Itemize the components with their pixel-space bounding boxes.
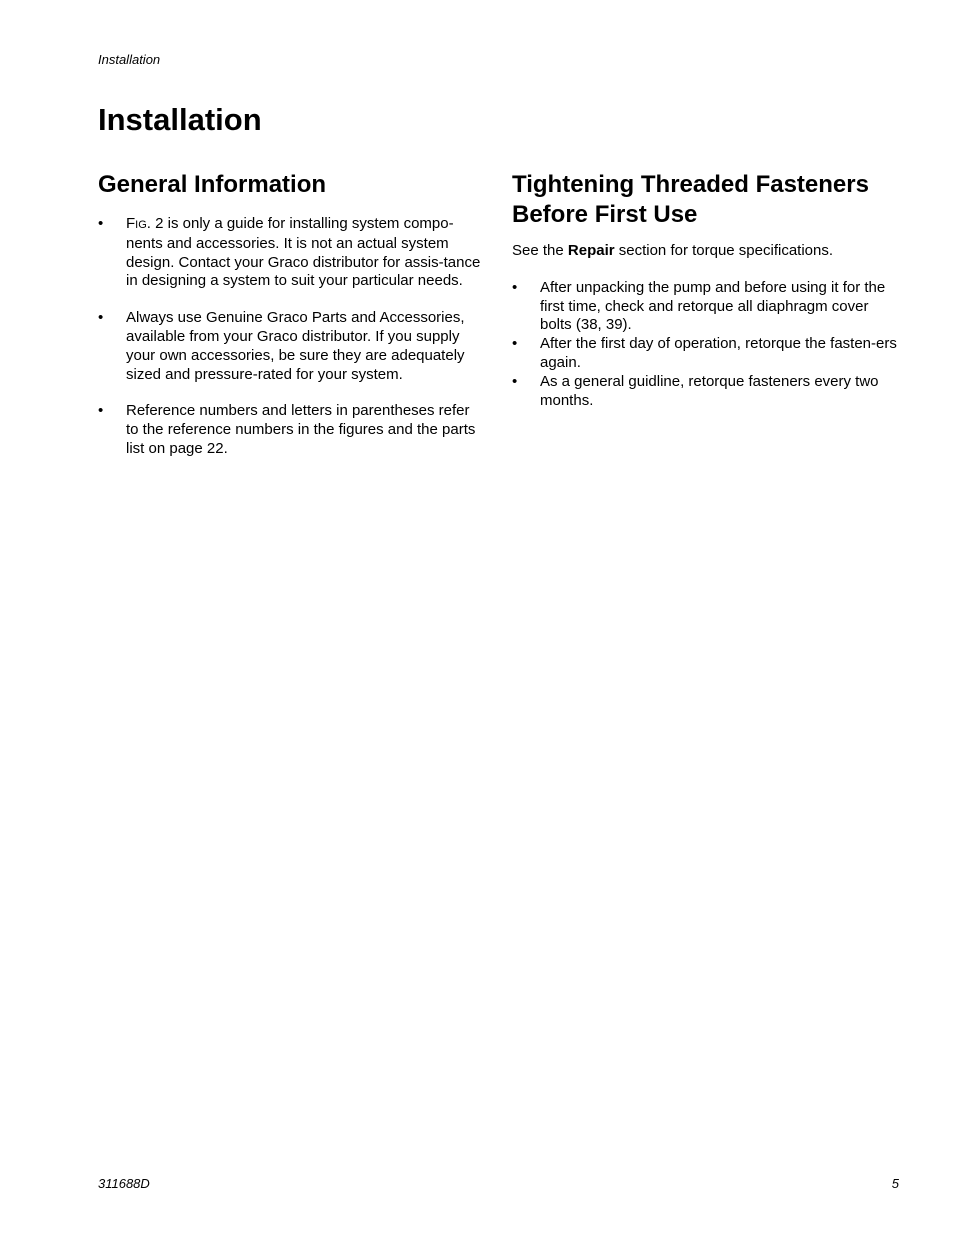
general-information-list	[98, 215, 484, 459]
list-item	[98, 309, 484, 384]
figure-reference-initial: F	[126, 215, 136, 232]
torque-intro-after: section for torque specifications.	[614, 242, 834, 259]
running-header: Installation	[98, 52, 161, 67]
list-item-text: As a general guidline, retorque fasteners every two months.	[540, 372, 879, 409]
general-information-heading: General Information	[98, 171, 327, 198]
general-information-section	[98, 170, 484, 477]
page-title: Installation	[98, 102, 262, 137]
list-item-text: Always use Genuine Graco Parts and Accessories, available from your Graco distributor. If you supply your own accessories, be sure they are adequately sized and pressure-rated for your system.	[126, 309, 465, 383]
bullet-icon: •	[512, 335, 518, 353]
list-item	[98, 402, 484, 458]
document-number: 311688D	[98, 1176, 150, 1191]
bullet-icon: •	[98, 402, 104, 420]
bullet-icon: •	[512, 372, 518, 390]
list-item	[512, 373, 902, 411]
torque-intro-before: See the	[512, 242, 568, 259]
list-item-text: After the first day of operation, retorque the fasten-ers again.	[540, 335, 897, 371]
list-item	[512, 279, 902, 335]
list-item-text: After unpacking the pump and before using it for the first time, check and retorque all diaphragm cover bolts (38, 39).	[540, 278, 886, 334]
figure-reference-rest: IG	[135, 219, 147, 231]
bullet-icon: •	[98, 215, 104, 232]
tightening-heading-line2: Before First Use	[512, 201, 698, 228]
bullet-icon: •	[512, 278, 518, 296]
page-number: 5	[891, 1176, 899, 1191]
list-item	[98, 215, 484, 291]
repair-reference: Repair	[567, 242, 615, 259]
list-item	[512, 335, 902, 373]
list-item-text: . 2 is only a guide for installing system compo-nents and accessories. It is not an actual system design. Contact your Graco distributor for assis-tance in designing a system to suit your particular needs.	[126, 215, 481, 290]
tightening-heading-line1: Tightening Threaded Fasteners	[512, 171, 869, 198]
bullet-icon: •	[98, 309, 104, 327]
list-item-text: Reference numbers and letters in parentheses refer to the reference numbers in the figures and the parts list on page 22.	[126, 402, 476, 457]
tightening-section	[512, 170, 902, 410]
figure-reference	[126, 215, 147, 232]
torque-intro	[512, 242, 902, 261]
tightening-list	[512, 279, 902, 411]
tightening-heading	[512, 170, 902, 230]
